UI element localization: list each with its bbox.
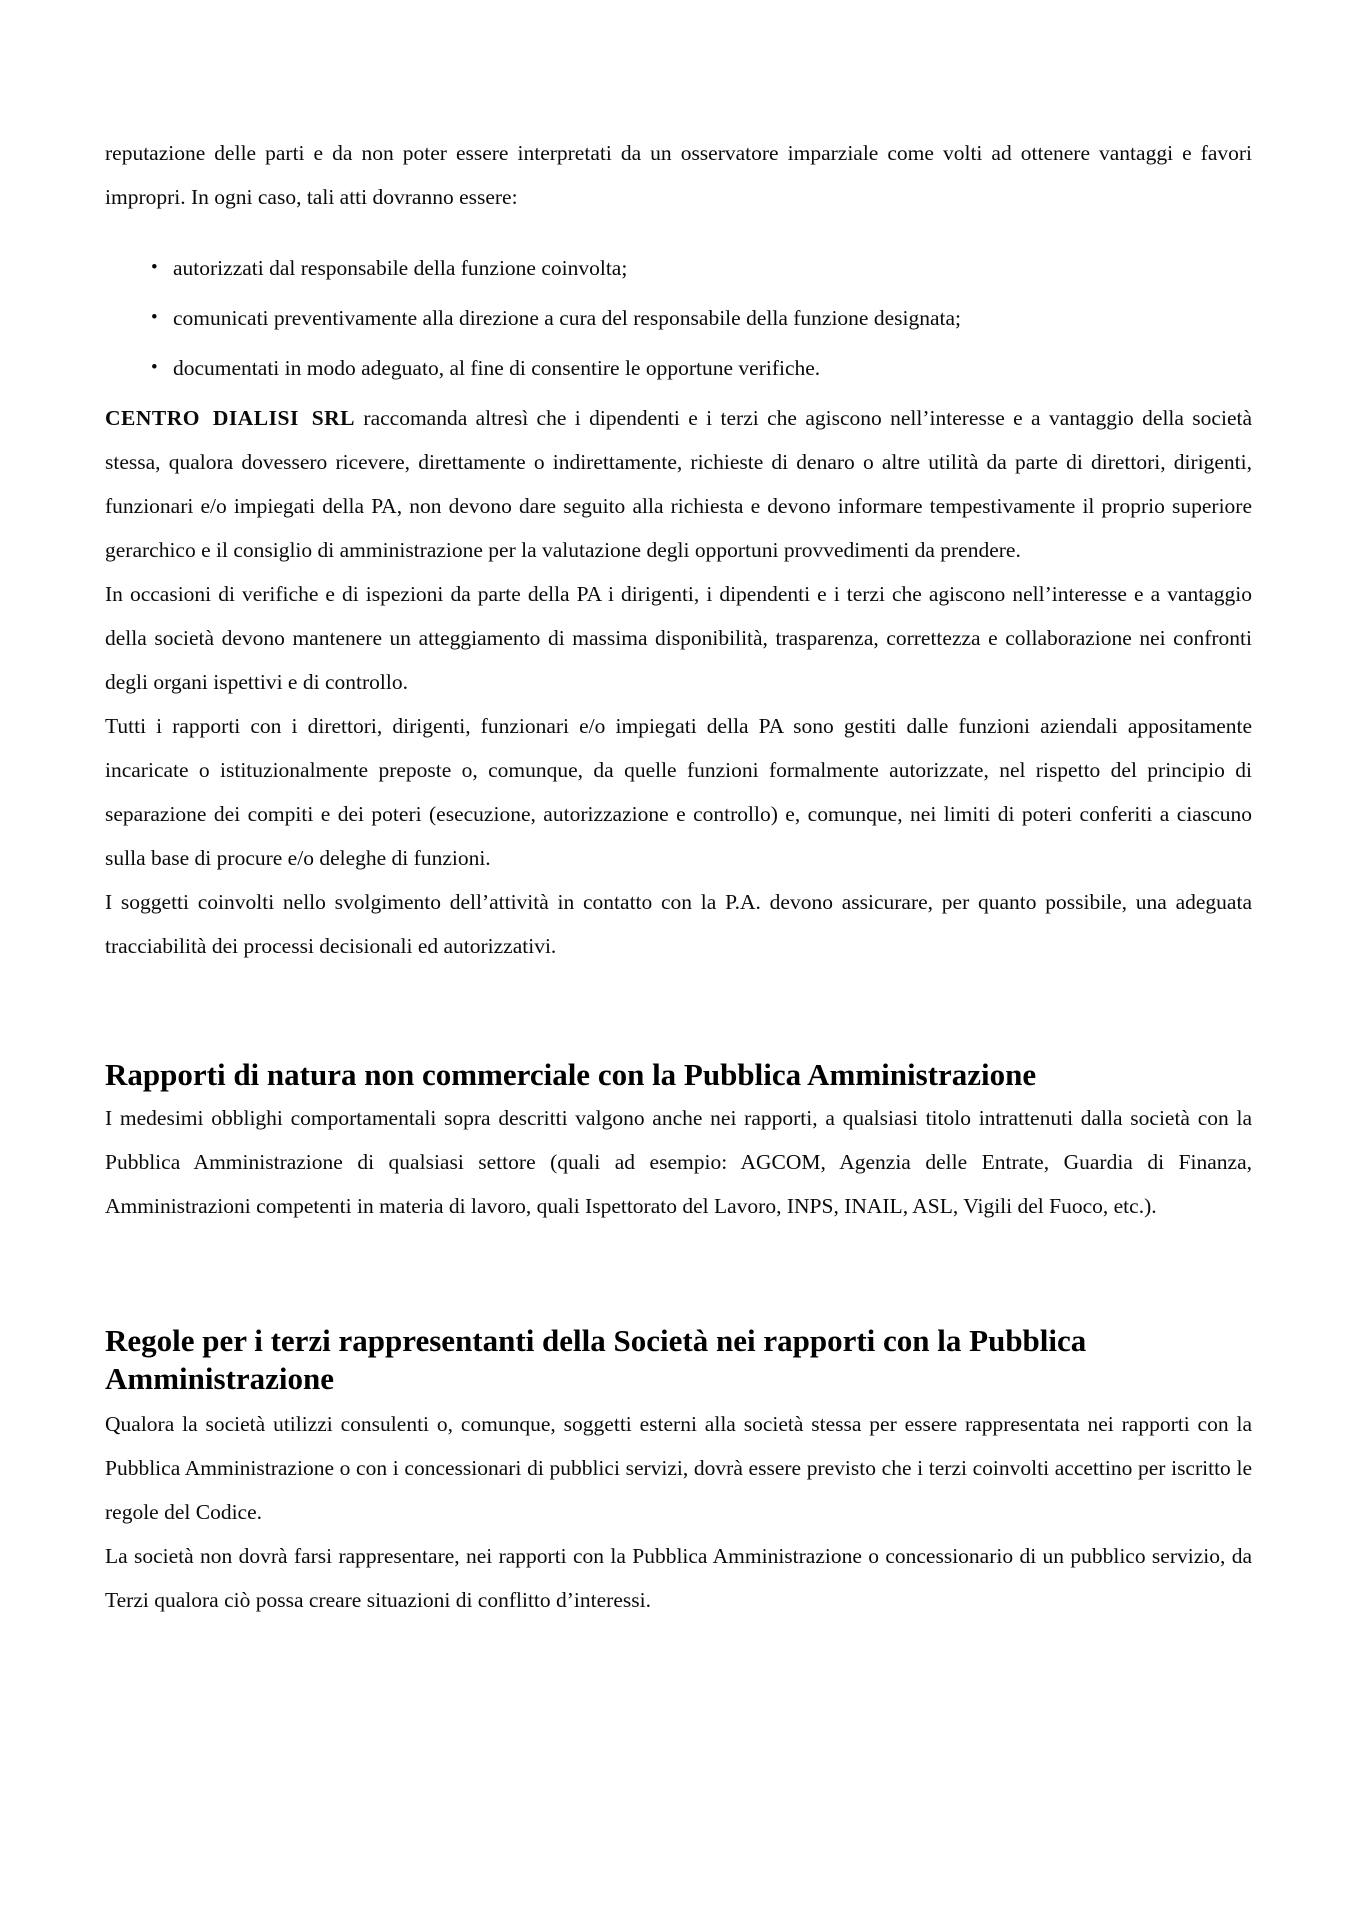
document-paragraph: I soggetti coinvolti nello svolgimento dell’attività in contatto con la P.A. devono assicurare, per quanto possibile, una adeguata tracciabilità dei processi decisionali ed autorizzativi. xyxy=(105,890,1252,958)
company-paragraph xyxy=(105,396,1252,572)
document-paragraph: Tutti i rapporti con i direttori, dirigenti, funzionari e/o impiegati della PA sono gestiti dalle funzioni aziendali appositamente incaricate o istituzionalmente preposte o, comunque, da quelle funzioni formalmente autorizzate, nel rispetto del principio di separazione dei compiti e dei poteri (esecuzione, autorizzazione e controllo) e, comunque, nei limiti di poteri conferiti a ciascuno sulla base di procure e/o deleghe di funzioni. xyxy=(105,714,1252,870)
list-item xyxy=(105,246,1252,290)
section-heading-rapporti-non-commerciale: Rapporti di natura non commerciale con la Pubblica Amministrazione xyxy=(105,1057,1037,1092)
list-item xyxy=(105,296,1252,340)
list-item-text: documentati in modo adeguato, al fine di consentire le opportune verifiche. xyxy=(173,356,821,380)
list-item xyxy=(105,346,1252,390)
document-paragraph: I medesimi obblighi comportamentali sopra descritti valgono anche nei rapporti, a qualsiasi titolo intrattenuti dalla società con la Pubblica Amministrazione di qualsiasi settore (quali ad esempio: AGCOM, Agenzia delle Entrate, Guardia di Finanza, Amministrazioni competenti in materia di lavoro, quali Ispettorato del Lavoro, INPS, INAIL, ASL, Vigili del Fuoco, etc.). xyxy=(105,1106,1252,1218)
document-paragraph: Qualora la società utilizzi consulenti o, comunque, soggetti esterni alla società stessa per essere rappresentata nei rapporti con la Pubblica Amministrazione o con i concessionari di pubblici servizi, dovrà essere previsto che i terzi coinvolti accettino per iscritto le regole del Codice. xyxy=(105,1412,1252,1524)
document-paragraph: La società non dovrà farsi rappresentare, nei rapporti con la Pubblica Amministrazione o concessionario di un pubblico servizio, da Terzi qualora ciò possa creare situazioni di conflitto d’interessi. xyxy=(105,1544,1252,1612)
bullet-icon: • xyxy=(151,357,158,378)
section-heading-regole-terzi: Regole per i terzi rappresentanti della Società nei rapporti con la Pubblica Amministrazione xyxy=(105,1323,1087,1396)
company-name: CENTRO DIALISI SRL xyxy=(105,406,356,430)
company-paragraph-text: raccomanda altresì che i dipendenti e i terzi che agiscono nell’interesse e a vantaggio della società stessa, qualora dovessero ricevere, direttamente o indirettamente, richieste di denaro o altre utilità da parte di direttori, dirigenti, funzionari e/o impiegati della PA, non devono dare seguito alla richiesta e devono informare tempestivamente il proprio superiore gerarchico e il consiglio di amministrazione per la valutazione degli opportuni provvedimenti da prendere. xyxy=(105,406,1253,562)
list-item-text: autorizzati dal responsabile della funzione coinvolta; xyxy=(173,256,628,280)
bullet-icon: • xyxy=(151,307,158,328)
document-paragraph: In occasioni di verifiche e di ispezioni da parte della PA i dirigenti, i dipendenti e i terzi che agiscono nell’interesse e a vantaggio della società devono mantenere un atteggiamento di massima disponibilità, trasparenza, correttezza e collaborazione nei confronti degli organi ispettivi e di controllo. xyxy=(105,582,1252,694)
intro-paragraph: reputazione delle parti e da non poter essere interpretati da un osservatore imparziale come volti ad ottenere vantaggi e favori impropri. In ogni caso, tali atti dovranno essere: xyxy=(105,141,1252,209)
list-item-text: comunicati preventivamente alla direzione a cura del responsabile della funzione designata; xyxy=(173,306,961,330)
bullet-icon: • xyxy=(151,257,158,278)
bullet-list xyxy=(105,246,1252,390)
